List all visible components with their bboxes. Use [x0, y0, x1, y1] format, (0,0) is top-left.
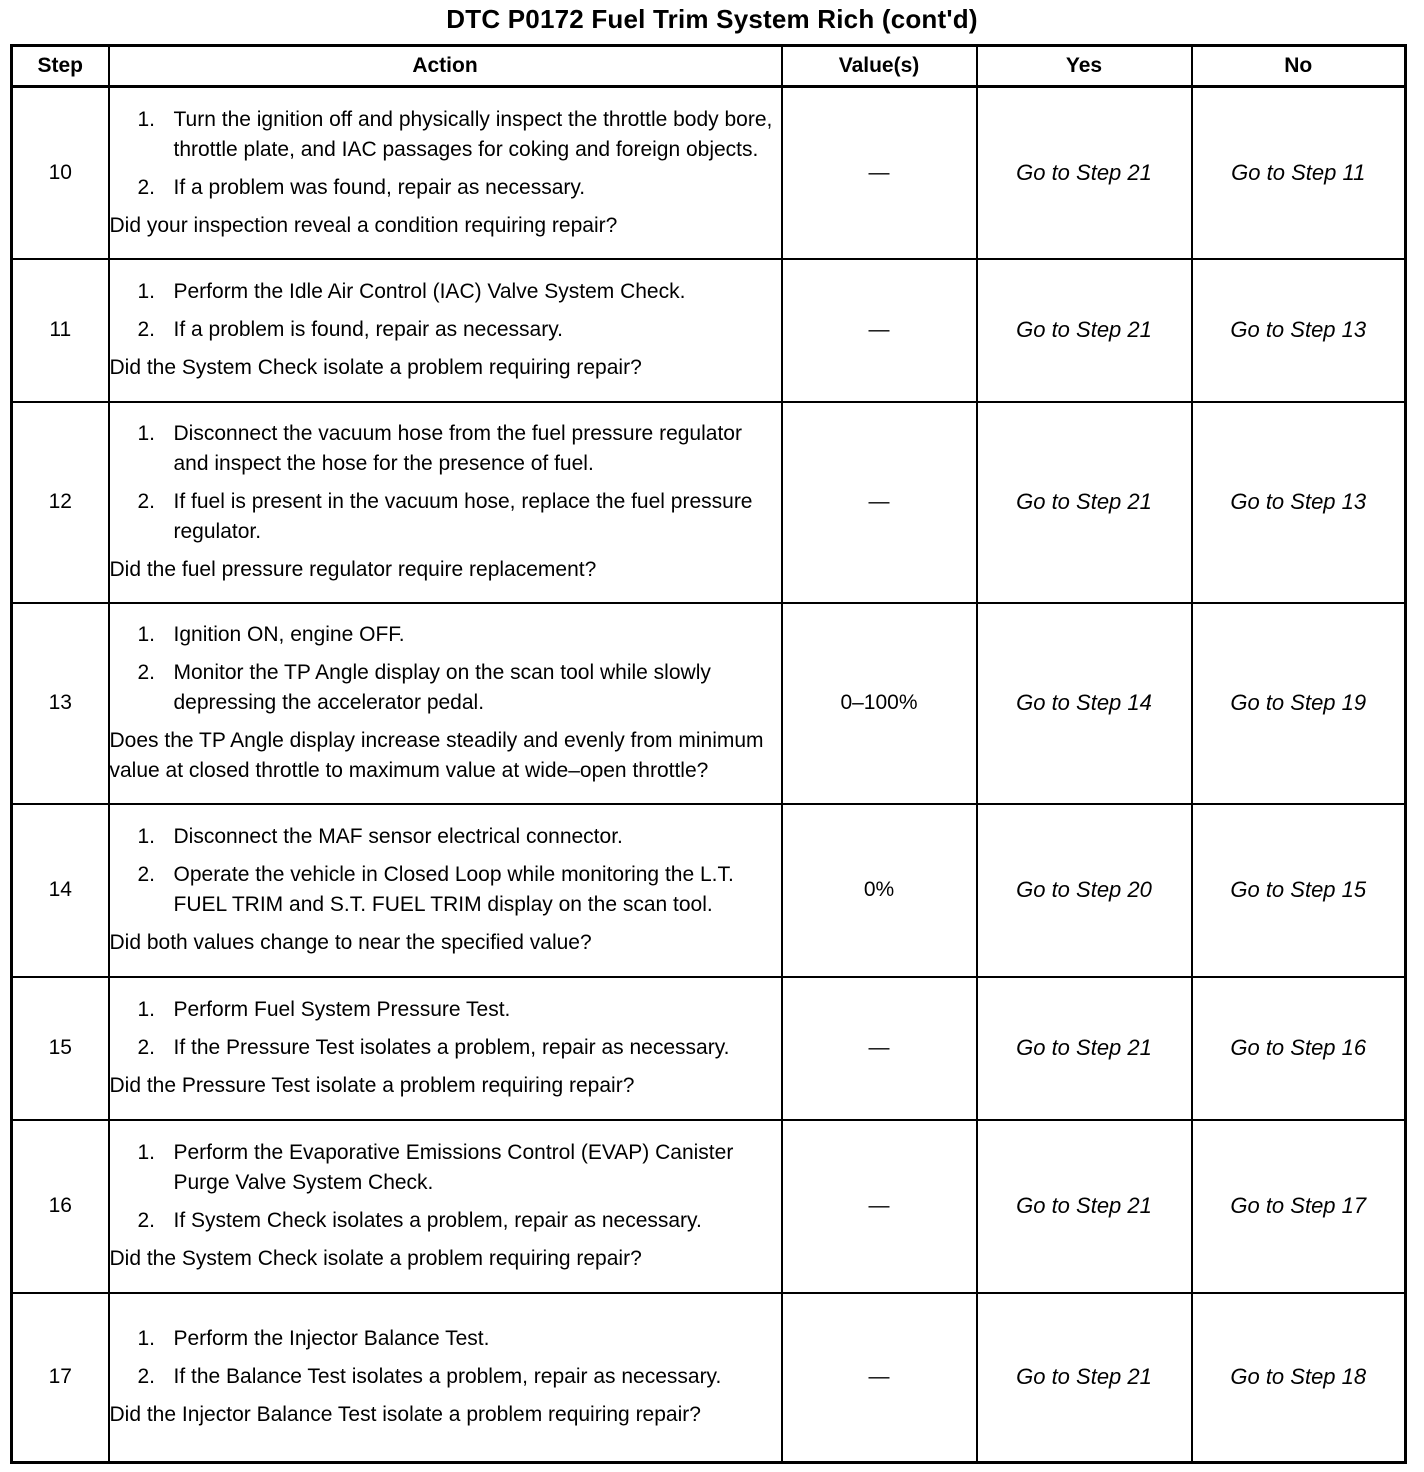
value-cell: —: [782, 402, 977, 603]
question-text: Did the fuel pressure regulator require replacement?: [109, 558, 597, 581]
action-item: 1. Ignition ON, engine OFF.: [137, 623, 405, 646]
step-number: 17: [12, 1293, 109, 1463]
action-item: 2. If a problem is found, repair as necessary.: [137, 318, 563, 341]
action-text: Ignition ON, engine OFF.: [173, 623, 405, 646]
action-item: 1. Perform Fuel System Pressure Test.: [137, 998, 511, 1021]
table-row: [12, 402, 1406, 603]
action-item: 1. Disconnect the MAF sensor electrical connector.: [137, 825, 623, 848]
action-text: Perform Fuel System Pressure Test.: [173, 998, 511, 1021]
value-cell: 0%: [782, 804, 977, 977]
question-text: Does the TP Angle display increase steadily and evenly from minimum value at closed throttle to maximum value at wide–open throttle?: [109, 729, 764, 782]
action-item: 1. Disconnect the vacuum hose from the fuel pressure regulator and inspect the hose for the presence of fuel.: [137, 422, 742, 475]
step-number: 11: [12, 259, 109, 402]
yes-cell: Go to Step 20: [977, 804, 1192, 977]
action-item: 2. Monitor the TP Angle display on the scan tool while slowly depressing the accelerator pedal.: [137, 661, 711, 714]
value-cell: —: [782, 259, 977, 402]
question-text: Did the Injector Balance Test isolate a problem requiring repair?: [109, 1403, 701, 1427]
yes-cell: Go to Step 21: [977, 259, 1192, 402]
action-text: Disconnect the MAF sensor electrical connector.: [173, 825, 623, 848]
value-cell: —: [782, 87, 977, 259]
yes-cell: Go to Step 21: [977, 1120, 1192, 1293]
yes-cell: Go to Step 21: [977, 87, 1192, 259]
yes-cell: Go to Step 21: [977, 402, 1192, 603]
action-item: 2. Operate the vehicle in Closed Loop while monitoring the L.T. FUEL TRIM and S.T. FUEL TRIM display on the scan tool.: [137, 863, 734, 916]
action-text: If fuel is present in the vacuum hose, replace the fuel pressure regulator.: [173, 490, 753, 543]
action-list: [110, 1324, 781, 1392]
table-row: [12, 1293, 1406, 1463]
step-number: 13: [12, 603, 109, 804]
action-text: If the Balance Test isolates a problem, repair as necessary.: [173, 1365, 722, 1389]
action-text: If the Pressure Test isolates a problem, repair as necessary.: [173, 1036, 730, 1059]
table-header-row: [12, 46, 1406, 87]
action-cell: [109, 1293, 782, 1463]
action-item: 1. Turn the ignition off and physically inspect the throttle body bore, throttle plate, and IAC passages for coking and foreign objects.: [137, 107, 773, 161]
table-row: [12, 1120, 1406, 1293]
question-text: Did the System Check isolate a problem requiring repair?: [109, 1247, 642, 1270]
header-values: Value(s): [782, 46, 977, 87]
table-row: [12, 87, 1406, 259]
step-number: 10: [12, 87, 109, 259]
yes-cell: Go to Step 21: [977, 1293, 1192, 1463]
action-text: If a problem was found, repair as necessary.: [173, 175, 586, 199]
action-cell: [109, 402, 782, 603]
value-cell: —: [782, 977, 977, 1120]
question-text: Did the Pressure Test isolate a problem requiring repair?: [109, 1074, 635, 1097]
table-row: [12, 259, 1406, 402]
diagnostic-table: [10, 44, 1407, 1464]
action-text: Perform the Injector Balance Test.: [173, 1327, 490, 1351]
no-cell: Go to Step 15: [1192, 804, 1406, 977]
action-text: Monitor the TP Angle display on the scan tool while slowly depressing the accelerator pedal.: [173, 661, 711, 714]
no-cell: Go to Step 18: [1192, 1293, 1406, 1463]
step-number: 16: [12, 1120, 109, 1293]
no-cell: Go to Step 19: [1192, 603, 1406, 804]
table-row: [12, 804, 1406, 977]
action-item: 1. Perform the Evaporative Emissions Control (EVAP) Canister Purge Valve System Check.: [137, 1141, 734, 1194]
action-text: Turn the ignition off and physically inspect the throttle body bore, throttle plate, and IAC passages for coking and foreign objects.: [173, 107, 773, 161]
yes-cell: Go to Step 21: [977, 977, 1192, 1120]
question-text: Did both values change to near the specified value?: [109, 931, 592, 954]
value-cell: —: [782, 1293, 977, 1463]
step-number: 14: [12, 804, 109, 977]
question-text: Did your inspection reveal a condition requiring repair?: [109, 213, 618, 237]
action-cell: [109, 804, 782, 977]
no-cell: Go to Step 13: [1192, 259, 1406, 402]
header-action: Action: [109, 46, 782, 87]
header-step: Step: [12, 46, 109, 87]
action-item: 2. If System Check isolates a problem, repair as necessary.: [137, 1209, 702, 1232]
action-item: 1. Perform the Injector Balance Test.: [137, 1327, 490, 1351]
no-cell: Go to Step 13: [1192, 402, 1406, 603]
action-list: [110, 1138, 781, 1236]
action-list: [110, 105, 781, 203]
header-no: No: [1192, 46, 1406, 87]
action-item: 2. If the Balance Test isolates a problem, repair as necessary.: [137, 1365, 722, 1389]
action-list: [110, 277, 781, 345]
table-row: [12, 603, 1406, 804]
action-cell: [109, 977, 782, 1120]
document-title: DTC P0172 Fuel Trim System Rich (cont'd): [446, 4, 978, 34]
step-number: 12: [12, 402, 109, 603]
action-item: 2. If the Pressure Test isolates a problem, repair as necessary.: [137, 1036, 730, 1059]
no-cell: Go to Step 17: [1192, 1120, 1406, 1293]
action-list: [110, 822, 781, 920]
action-list: [110, 419, 781, 547]
action-text: Perform the Idle Air Control (IAC) Valve System Check.: [173, 280, 686, 303]
no-cell: Go to Step 11: [1192, 87, 1406, 259]
action-cell: [109, 259, 782, 402]
step-number: 15: [12, 977, 109, 1120]
action-text: Perform the Evaporative Emissions Control (EVAP) Canister Purge Valve System Check.: [173, 1141, 734, 1194]
action-cell: [109, 87, 782, 259]
action-text: If System Check isolates a problem, repair as necessary.: [173, 1209, 702, 1232]
action-list: [110, 995, 781, 1063]
no-cell: Go to Step 16: [1192, 977, 1406, 1120]
value-cell: 0–100%: [782, 603, 977, 804]
yes-cell: Go to Step 14: [977, 603, 1192, 804]
action-list: [110, 620, 781, 718]
action-cell: [109, 1120, 782, 1293]
action-cell: [109, 603, 782, 804]
action-item: 2. If a problem was found, repair as necessary.: [137, 175, 586, 199]
header-yes: Yes: [977, 46, 1192, 87]
action-text: Disconnect the vacuum hose from the fuel pressure regulator and inspect the hose for the presence of fuel.: [173, 422, 742, 475]
action-item: 1. Perform the Idle Air Control (IAC) Valve System Check.: [137, 280, 686, 303]
action-text: Operate the vehicle in Closed Loop while monitoring the L.T. FUEL TRIM and S.T. FUEL TRIM display on the scan tool.: [173, 863, 734, 916]
action-text: If a problem is found, repair as necessary.: [173, 318, 563, 341]
action-item: 2. If fuel is present in the vacuum hose, replace the fuel pressure regulator.: [137, 490, 753, 543]
table-row: [12, 977, 1406, 1120]
value-cell: —: [782, 1120, 977, 1293]
question-text: Did the System Check isolate a problem requiring repair?: [109, 356, 642, 379]
